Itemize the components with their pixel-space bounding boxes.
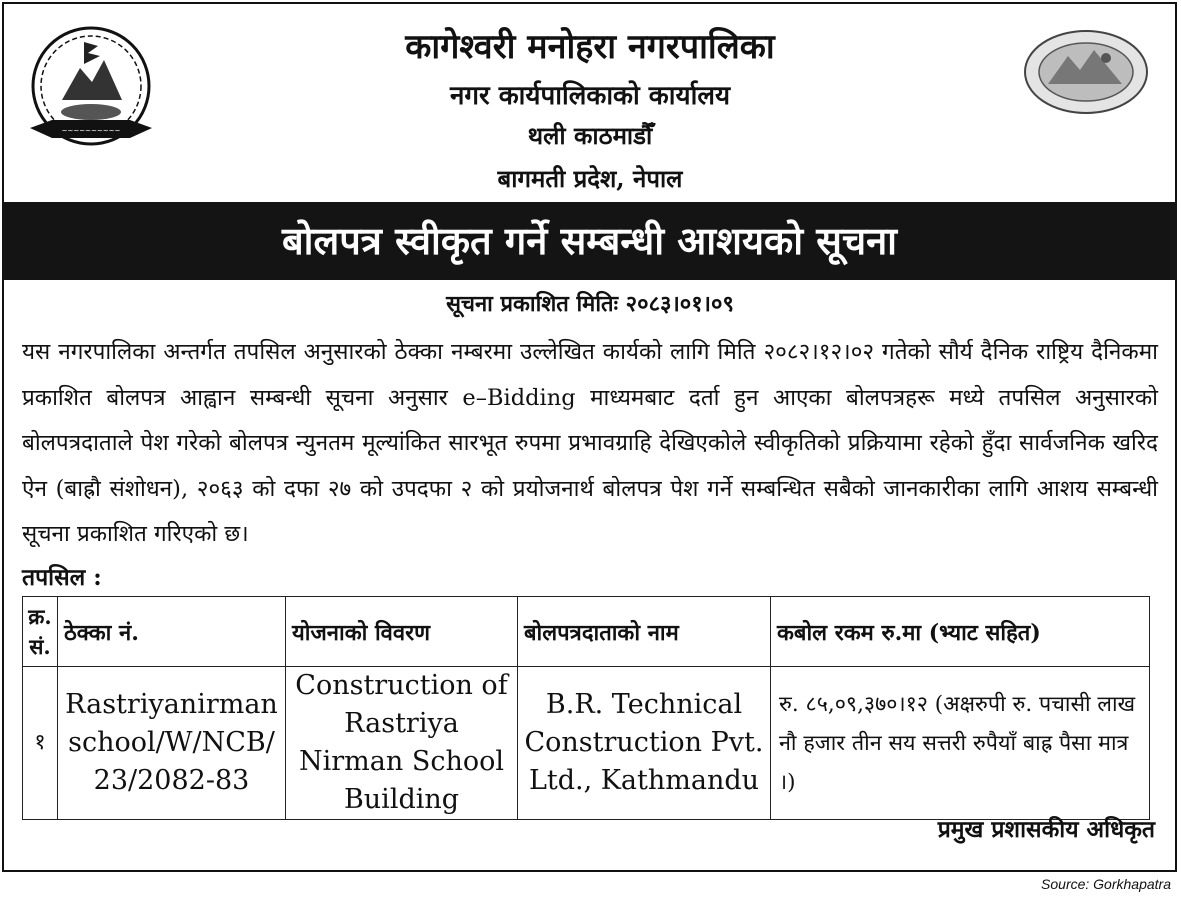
table-header-row [23,597,1150,667]
municipality-seal-icon [1022,28,1150,116]
province-country: बागमती प्रदेश, नेपाल [497,164,683,193]
municipality-name: कागेश्वरी मनोहरा नगरपालिका [405,27,775,67]
signatory-title: प्रमुख प्रशासकीय अधिकृत [937,816,1155,843]
header-contract-number: ठेक्का नं. [58,597,286,667]
schedule-label: तपसिल : [22,564,102,591]
office-address: थली काठमाडौँ [527,121,653,150]
nepal-government-emblem-icon [22,20,160,160]
cell-contract-number: Rastriyanirman school/W/NCB/ 23/2082-83 [58,667,286,820]
bid-acceptance-table [22,596,1150,820]
publication-date: सूचना प्रकाशित मितिः २०८३।०१।०९ [446,291,734,317]
cell-project-description: Construction of Rastriya Nirman School Building [286,667,518,820]
source-credit: Source: Gorkhapatra [1041,876,1171,892]
header-project-description: योजनाको विवरण [286,597,518,667]
header-bidder-name: बोलपत्रदाताको नाम [518,597,771,667]
cell-bidder-name: B.R. Technical Construction Pvt. Ltd., Kathmandu [518,667,771,820]
notice-body-text: यस नगरपालिका अन्तर्गत तपसिल अनुसारको ठेक्का नम्बरमा उल्लेखित कार्यको लागि मिति २०८२।१२।०२ गतेको सौर्य दैनिक राष्ट्रिय दैनिकमा प्रकाशित बोलपत्र आह्वान सम्बन्धी सूचना अनुसार e–Bidding माध्यमबाट दर्ता हुन आएका बोलपत्रहरू मध्ये तपसिल अनुसारको बोलपत्रदाताले पेश गरेको बोलपत्र न्युनतम मूल्यांकित सारभूत रुपमा प्रभावग्राहि देखिएकोले स्वीकृतिको प्रक्रियामा रहेको हुँदा सार्वजनिक खरिद ऐन (बाह्रौ संशोधन), २०६३ को दफा २७ को उपदफा २ को प्रयोजनार्थ बोलपत्र पेश गर्ने सम्बन्धित सबैको जानकारीका लागि आशय सम्बन्धी सूचना प्रकाशित गरिएको छ। [22,339,1158,547]
table-row [23,667,1150,820]
header-bid-amount: कबोल रकम रु.मा (भ्याट सहित) [771,597,1150,667]
notice-title-banner: बोलपत्र स्वीकृत गर्ने सम्बन्धी आशयको सूचना [2,202,1177,280]
cell-serial-number: १ [23,667,58,820]
header-serial-number: क्र. सं. [23,597,58,667]
cell-bid-amount: रु. ८५,०९,३७०।१२ (अक्षरुपी रु. पचासी लाख नौ हजार तीन सय सत्तरी रुपैयाँ बाह्र पैसा मात्र ।) [771,667,1150,820]
office-name: नगर कार्यपालिकाको कार्यालय [449,81,731,111]
svg-text:~~~~~~~~~~: ~~~~~~~~~~ [61,127,121,135]
